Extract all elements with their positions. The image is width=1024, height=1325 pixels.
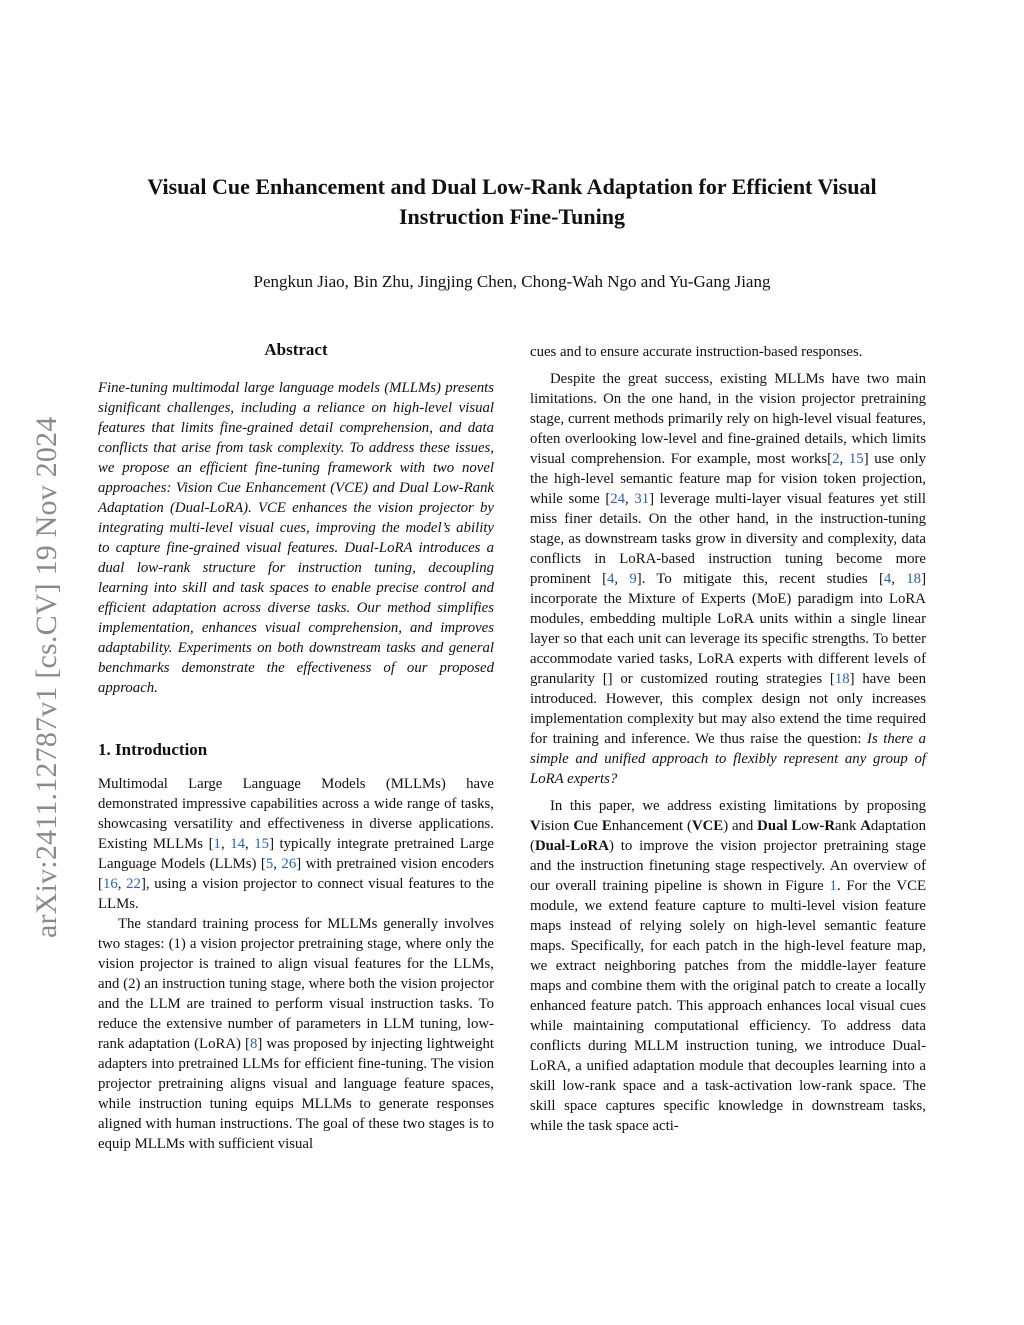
citation-link[interactable]: 14 — [230, 836, 245, 852]
text-run: The standard training process for MLLMs generally involves two stages: (1) a vision projector pretraining stage, where only the vision projector is trained to align visual features for the LLMs, and (2) an instruction tuning stage, where both the vision projector and the LLM are trained to perform visual instruction tasks. To reduce the extensive number of parameters in LLM tuning, low-rank adaptation (LoRA) [ — [98, 916, 494, 1052]
text-run: ) to improve the vision projector pretraining stage and the instruction finetuning stage respectively. An overview of our overall training pipeline is shown in Figure — [530, 838, 926, 894]
text-run: , — [117, 876, 127, 892]
citation-link[interactable]: 9 — [629, 571, 637, 587]
introduction-heading: 1. Introduction — [98, 740, 208, 759]
arxiv-stamp: arXiv:2411.12787v1 [cs.CV] 19 Nov 2024 — [30, 416, 63, 938]
text-run: ) and — [723, 818, 758, 834]
text-run: ] typically integrate pretrained Large Language Models (LLMs) [ — [98, 836, 494, 872]
acronym-letter: Dual L — [757, 818, 802, 834]
citation-link[interactable]: 8 — [249, 1036, 258, 1052]
text-run: nhancement ( — [611, 818, 692, 834]
acronym-letter: E — [601, 818, 612, 834]
citation-link[interactable]: 26 — [281, 856, 297, 872]
citation-link[interactable]: 22 — [126, 876, 141, 892]
text-run: . For the VCE module, we extend feature capture to multi-level vision feature maps instead of relying solely on high-level semantic feature maps. Specifically, for each patch in the high-level feature map, we extract neighboring patches from the middle-layer feature maps and combine them with the original patch to create a locally enhanced feature patch. This approach enhances local visual cues while maintaining computational efficiency. To address data conflicts during MLLM instruction tuning, we introduce Dual-LoRA, a unified adaptation module that decouples learning into a skill low-rank space and a task-activation low-rank space. The skill space captures specific knowledge in downstream tasks, while the task space acti- — [530, 878, 926, 1134]
text-run: Despite the great success, existing MLLMs have two main limitations. On the one hand, in the vision projector pretraining stage, current methods primarily rely on high-level visual features, often overlooking low-level and fine-grained details, which limits visual comprehension. For example, most works[ — [530, 371, 926, 467]
text-run: ]. To mitigate this, recent studies [ — [636, 571, 884, 587]
citation-link[interactable]: 1 — [213, 836, 221, 852]
dual-lora-acronym: Dual-LoRA — [534, 838, 609, 854]
citation-link[interactable]: 5 — [265, 856, 274, 872]
acronym-letter: A — [860, 818, 871, 834]
acronym-letter: V — [530, 818, 541, 834]
text-run: ision — [540, 818, 574, 834]
text-run: Multimodal Large Language Models (MLLMs) have demonstrated impressive capabilities across a wide range of tasks, showcasing versatility and effectiveness in diverse applications. Existing MLLMs [ — [98, 776, 494, 852]
citation-link[interactable]: 15 — [254, 836, 270, 852]
citation-link[interactable]: 18 — [906, 571, 922, 587]
text-run: , — [273, 856, 282, 872]
text-run: , — [220, 836, 231, 852]
citation-link[interactable]: 4 — [607, 571, 615, 587]
text-run: , — [625, 491, 635, 507]
citation-link[interactable]: 18 — [834, 671, 850, 687]
intro-paragraph-3 — [530, 369, 926, 789]
text-run: ] use only the high-level semantic feature map for vision token projection, while some [ — [530, 451, 927, 507]
text-run: ] was proposed by injecting lightweight adapters into pretrained LLMs for efficient fine-tuning. The vision projector pretraining aligns visual and language feature spaces, while instruction tuning equips MLLMs to generate responses aligned with human instructions. The goal of these two stages is to equip MLLMs with sufficient visual — [98, 1036, 495, 1152]
abstract-heading: Abstract — [264, 340, 328, 359]
intro-paragraph-2-continued: cues and to ensure accurate instruction-based responses. — [530, 344, 863, 360]
citation-link[interactable]: 4 — [883, 571, 892, 587]
text-run: ] incorporate the Mixture of Experts (MoE) paradigm into LoRA modules, embedding multiple LoRA units within a single linear layer so that each unit can leverage its specific strengths. To better accommodate varied tasks, LoRA experts with different levels of granularity [] or customized routing strategies [ — [530, 571, 926, 687]
figure-link[interactable]: 1 — [829, 878, 837, 894]
text-run: ank — [835, 818, 861, 834]
text-run: o — [801, 818, 809, 834]
author-list: Pengkun Jiao, Bin Zhu, Jingjing Chen, Chong-Wah Ngo and Yu-Gang Jiang — [253, 272, 771, 291]
citation-link[interactable]: 31 — [634, 491, 650, 507]
citation-link[interactable]: 15 — [848, 451, 864, 467]
text-run: ] leverage multi-layer visual features yet still miss finer details. On the other hand, in the instruction-tuning stage, as downstream tasks grow in diversity and complexity, data conflicts in LoRA-based instruction tuning become more prominent [ — [530, 491, 927, 587]
text-run: , — [614, 571, 630, 587]
intro-paragraph-2 — [98, 914, 494, 1154]
right-column — [530, 342, 926, 1136]
text-run: In this paper, we address existing limitations by proposing — [550, 798, 926, 814]
citation-link[interactable]: 2 — [832, 451, 840, 467]
text-run: ue — [584, 818, 602, 834]
text-run: , — [245, 836, 255, 852]
research-question: Is there a simple and unified approach to flexibly represent any group of LoRA experts? — [530, 731, 926, 787]
text-run: , — [891, 571, 907, 587]
left-column — [98, 338, 494, 1154]
text-run: ] have been introduced. However, this complex design not only increases implementation complexity but may also extend the time required for training and inference. We thus raise the question: — [530, 671, 926, 747]
citation-link[interactable]: 24 — [610, 491, 626, 507]
intro-paragraph-4 — [530, 796, 926, 1136]
text-run: , — [839, 451, 849, 467]
acronym-letter: w-R — [808, 818, 836, 834]
paper-title: Visual Cue Enhancement and Dual Low-Rank Adaptation for Efficient Visual Instruction Fine-Tuning — [147, 174, 877, 229]
text-run: ], using a vision projector to connect visual features to the LLMs. — [98, 876, 494, 912]
vce-acronym: VCE — [691, 818, 724, 834]
citation-link[interactable]: 16 — [102, 876, 118, 892]
text-run: ] with pretrained vision encoders [ — [98, 856, 494, 892]
acronym-letter: C — [573, 818, 584, 834]
text-run: daptation ( — [530, 818, 926, 854]
intro-paragraph-1 — [98, 774, 494, 914]
abstract-text: Fine-tuning multimodal large language models (MLLMs) presents significant challenges, including a reliance on high-level visual features that limits fine-grained detail comprehension, and data conflicts that arise from task complexity. To address these issues, we propose an efficient fine-tuning framework with two novel approaches: Vision Cue Enhancement (VCE) and Dual Low-Rank Adaptation (Dual-LoRA). VCE enhances the vision projector by integrating multi-level visual cues, improving the model’s ability to capture fine-grained visual features. Dual-LoRA introduces a dual low-rank structure for instruction tuning, decoupling learning into skill and task spaces to enable precise control and efficient adaptation across diverse tasks. Our method simplifies implementation, enhances visual comprehension, and improves adaptability. Experiments on both downstream tasks and general benchmarks demonstrate the effectiveness of our proposed approach. — [98, 380, 494, 696]
